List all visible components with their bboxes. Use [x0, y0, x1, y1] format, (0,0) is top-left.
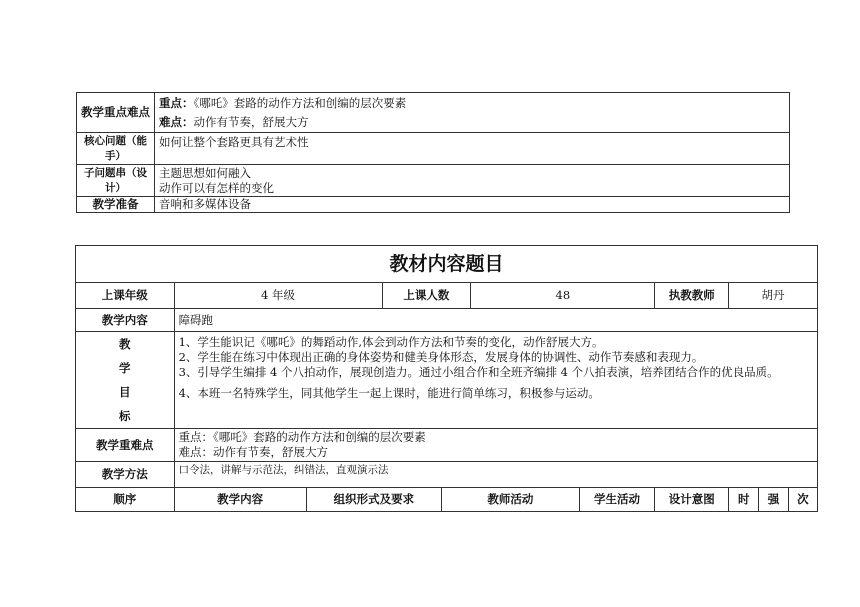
core-question-value: 如何让整个套路更具有艺术性: [155, 133, 790, 165]
goal-item: 3、引导学生编排 4 个八拍动作，展现创造力。通过小组合作和全班齐编排 4 个八拍表演，培养团结合作的优良品质。: [178, 365, 779, 379]
keypoints-label: 教学重难点: [76, 429, 175, 462]
goals-label-char: 教: [119, 337, 131, 351]
teacher-value: 胡丹: [729, 283, 818, 309]
sub-question-label: 子问题串（设计）: [77, 165, 155, 197]
header-organization: 组织形式及要求: [306, 488, 441, 512]
grade-label: 上课年级: [76, 283, 175, 309]
plan-title: 教材内容题目: [76, 246, 818, 283]
header-time: 时: [729, 488, 759, 512]
content-label: 教学内容: [76, 309, 175, 332]
method-label: 教学方法: [76, 462, 175, 488]
count-label: 上课人数: [382, 283, 471, 309]
method-value: 口令法，讲解与示范法，纠错法，直观演示法: [174, 462, 817, 488]
count-value: 48: [471, 283, 655, 309]
goal-item: 1、学生能识记《哪吒》的舞蹈动作,体会到动作方法和节奏的变化，动作舒展大方。: [178, 335, 604, 349]
lesson-focus-table: [76, 92, 790, 213]
focus-value: [155, 93, 790, 133]
goal-item: 2、学生能在练习中体现出正确的身体姿势和健美身体形态，发展身体的协调性、动作节奏感和表现力。: [178, 350, 704, 364]
teacher-label: 执教教师: [655, 283, 729, 309]
header-teacher-activity: 教师活动: [442, 488, 580, 512]
prep-value: 音响和多媒体设备: [155, 197, 790, 213]
grade-value: 4 年级: [174, 283, 382, 309]
header-intensity: 强: [759, 488, 788, 512]
header-student-activity: 学生活动: [579, 488, 655, 512]
header-count: 次: [788, 488, 817, 512]
header-design-intent: 设计意图: [655, 488, 729, 512]
goals-label: [76, 332, 175, 429]
content-value: 障碍跑: [174, 309, 817, 332]
keypoints-line-1: 重点：《哪吒》套路的动作方法和创编的层次要素: [178, 430, 426, 444]
keypoints-value: [174, 429, 817, 462]
goals-label-char: 标: [119, 409, 131, 423]
sub-question-line-1: 主题思想如何融入: [159, 165, 251, 180]
goals-label-char: 学: [119, 361, 131, 375]
goals-label-char: 目: [119, 385, 131, 399]
focus-key-text: 《哪吒》套路的动作方法和创编的层次要素: [193, 95, 407, 110]
focus-diff-text: 动作有节奏，舒展大方: [193, 114, 309, 129]
sub-question-value: [155, 165, 790, 197]
focus-diff-prefix: 难点：: [159, 114, 194, 129]
prep-label: 教学准备: [77, 197, 155, 213]
header-order: 顺序: [76, 488, 175, 512]
focus-key-prefix: 重点：: [159, 95, 194, 110]
sub-question-line-2: 动作可以有怎样的变化: [159, 180, 274, 195]
goal-item: 4、本班一名特殊学生，同其他学生一起上课时，能进行简单练习，积极参与运动。: [178, 386, 600, 400]
goals-list: [174, 332, 817, 429]
keypoints-line-2: 难点：动作有节奏，舒展大方: [178, 445, 329, 459]
header-content: 教学内容: [174, 488, 306, 512]
lesson-plan-table: [75, 245, 818, 512]
focus-label: 教学重点难点: [77, 93, 155, 133]
core-question-label: 核心问题（能手）: [77, 133, 155, 165]
